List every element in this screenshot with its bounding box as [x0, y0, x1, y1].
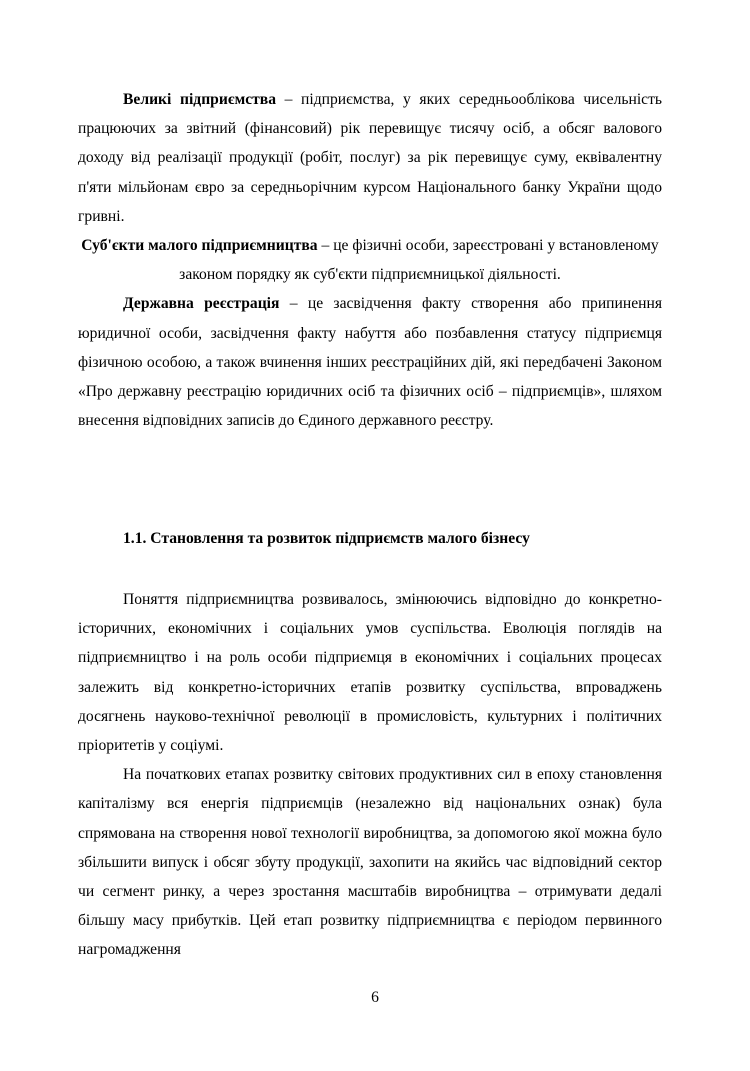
definition-text: – це фізичні особи, зареєстровані у встановленому законом порядку як суб'єкти підприємницької діяльності. [179, 237, 659, 284]
section-heading: 1.1. Становлення та розвиток підприємств малого бізнесу [123, 530, 530, 547]
definition-small-business-subjects [78, 231, 662, 289]
term-state-registration: Державна реєстрація [123, 295, 280, 313]
body-paragraph: Поняття підприємництва розвивалось, змінюючись відповідно до конкретно-історичних, економічних і соціальних умов суспільства. Еволюція поглядів на підприємництво і на роль особи підприємця в економічних і соціальних процесах залежить від конкретно-історичних етапів розвитку суспільства, впроваджень досягнень науково-технічної революції в промисловість, культурних і політичних пріоритетів у соціумі. [78, 591, 662, 755]
section-body [78, 585, 662, 965]
definitions-block [78, 85, 662, 435]
page-number: 6 [371, 989, 379, 1006]
body-paragraph: На початкових етапах розвитку світових продуктивних сил в епоху становлення капіталізму вся енергія підприємців (незалежно від національних ознак) була спрямована на створення нової технології виробництва, за допомогою якої можна було збільшити випуск і обсяг збуту продукції, захопити на якийсь час відповідний сектор чи сегмент ринку, а через зростання масштабів виробництва – отримувати дедалі більшу масу прибутків. Цей етап розвитку підприємництва є періодом первинного нагромадження [78, 766, 662, 959]
definition-large-enterprises [78, 85, 662, 231]
term-small-business-subjects: Суб'єкти малого підприємництва [81, 237, 318, 255]
term-large-enterprises: Великі підприємства [123, 91, 276, 108]
definition-text: – підприємства, у яких середньооблікова чисельність працюючих за звітний (фінансовий) рік перевищує тисячу осіб, а обсяг валового доходу від реалізації продукції (робіт, послуг) за рік перевищує суму, еквівалентну п'яти мільйонам євро за середньорічним курсом Національного банку України щодо гривні. [78, 91, 663, 225]
definition-text: – це засвідчення факту створення або припинення юридичної особи, засвідчення факту набуття або позбавлення статусу підприємця фізичною особою, а також вчинення інших реєстраційних дій, які передбачені Законом «Про державну реєстрацію юридичних осіб та фізичних осіб – підприємців», шляхом внесення відповідних записів до Єдиного державного реєстру. [78, 295, 662, 430]
definition-state-registration [78, 289, 662, 435]
